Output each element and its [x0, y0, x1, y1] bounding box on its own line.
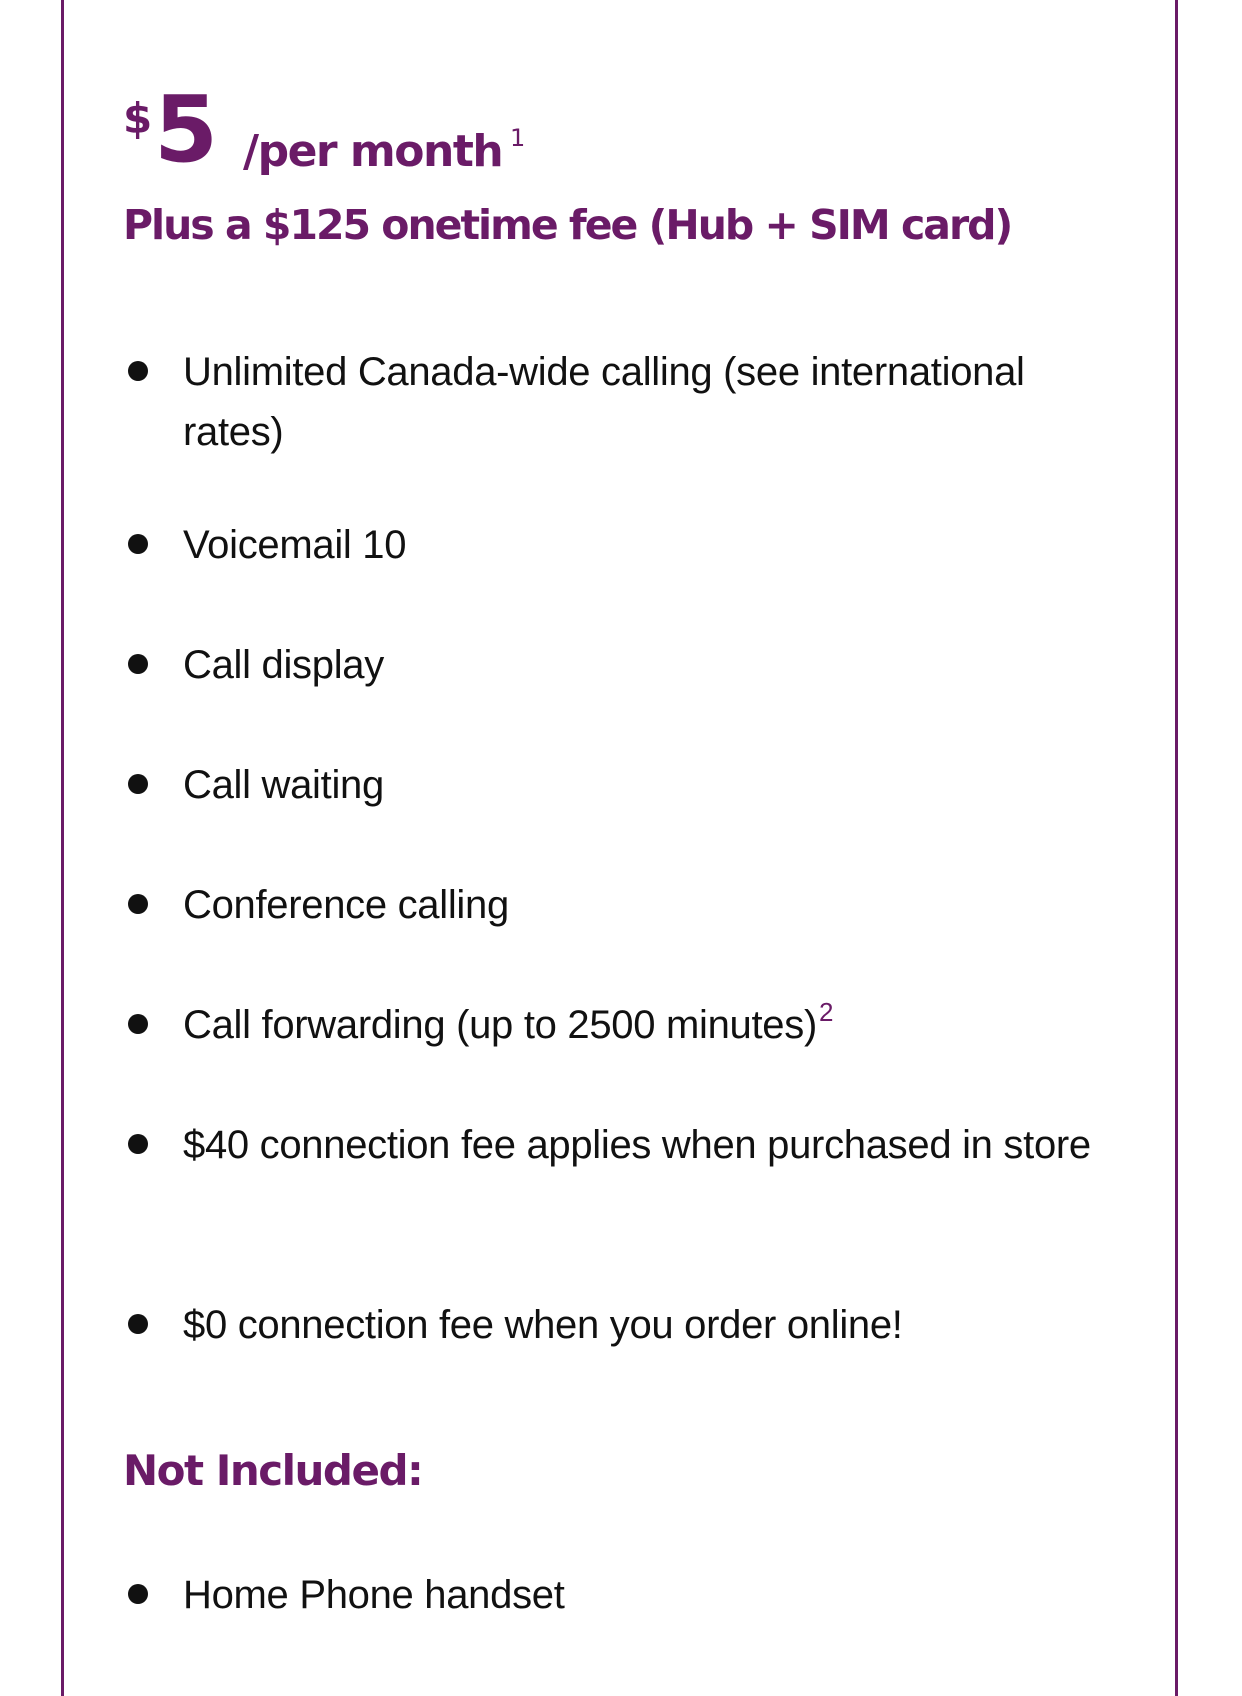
feature-text: $40 connection fee applies when purchased in store: [183, 1123, 1091, 1167]
feature-text: Voicemail 10: [183, 523, 407, 567]
bullet-icon: [128, 894, 148, 914]
price-amount: 5: [154, 76, 216, 183]
price-currency: $: [123, 94, 152, 143]
feature-text: Conference calling: [183, 883, 509, 927]
bullet-icon: [128, 361, 148, 381]
not-included-heading: Not Included:: [123, 1446, 423, 1495]
feature-text: Call display: [183, 643, 384, 687]
bullet-icon: [128, 1584, 148, 1604]
plan-card: [61, 0, 1178, 1696]
price-period: /per month: [243, 126, 503, 177]
bullet-icon: [128, 654, 148, 674]
price-footnote-link[interactable]: 1: [510, 124, 526, 152]
one-time-fee: Plus a $125 onetime fee (Hub + SIM card): [123, 201, 1012, 249]
footnote-link[interactable]: 2: [818, 997, 834, 1027]
bullet-icon: [128, 1314, 148, 1334]
bullet-icon: [128, 774, 148, 794]
feature-text: Unlimited Canada-wide calling (see international rates): [183, 350, 1025, 454]
feature-text: Call waiting: [183, 763, 384, 807]
bullet-icon: [128, 1134, 148, 1154]
feature-text: $0 connection fee when you order online!: [183, 1303, 903, 1347]
not-included-text: Home Phone handset: [183, 1573, 565, 1617]
bullet-icon: [128, 534, 148, 554]
bullet-icon: [128, 1014, 148, 1034]
feature-text: Call forwarding (up to 2500 minutes): [183, 1003, 817, 1047]
feature-text-with-footnote: [183, 995, 1103, 1055]
